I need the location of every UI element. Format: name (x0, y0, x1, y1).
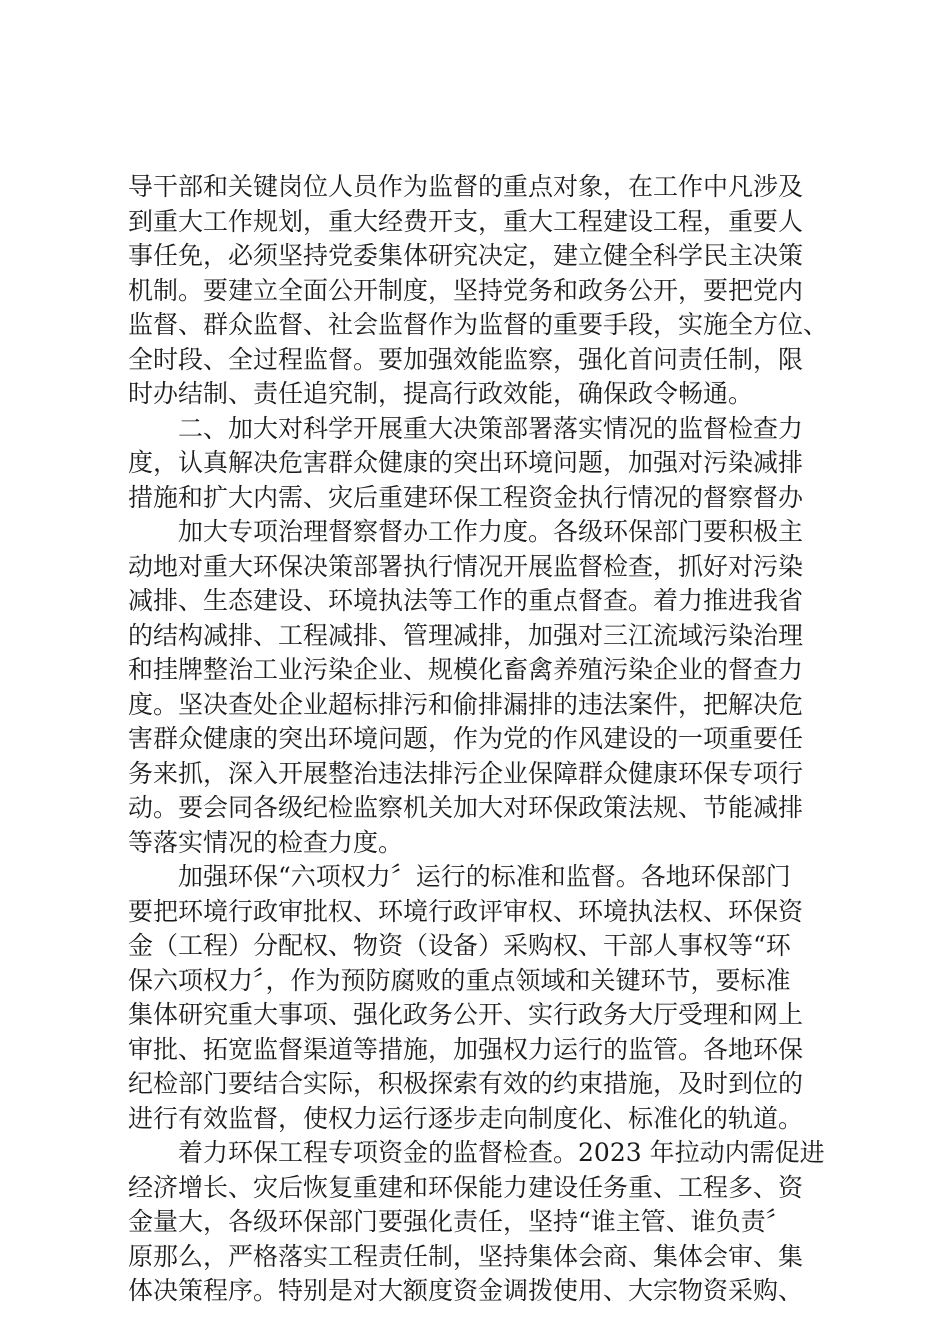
text-line: 务来抓，深入开展整治违法排污企业保障群众健康环保专项行 (128, 759, 804, 788)
text-line: 机制。要建立全面公开制度，坚持党务和政务公开，要把党内 (128, 276, 804, 305)
text-line: 加强环保“六项权力〞运行的标准和监督。各地环保部门 (128, 862, 791, 891)
text-line: 集体研究重大事项、强化政务公开、实行政务大厅受理和网上 (128, 1000, 804, 1029)
text-line: 经济增长、灾后恢复重建和环保能力建设任务重、工程多、资 (128, 1173, 804, 1202)
text-line: 度。坚决查处企业超标排污和偷排漏排的违法案件，把解决危 (128, 690, 804, 719)
text-line: 审批、拓宽监督渠道等措施，加强权力运行的监管。各地环保 (128, 1035, 804, 1064)
text-line: 时办结制、责任追究制，提高行政效能，确保政令畅通。 (128, 379, 754, 408)
text-line: 减排、生态建设、环境执法等工作的重点督查。着力推进我省 (128, 586, 804, 615)
text-line: 原那么，严格落实工程责任制，坚持集体会商、集体会审、集 (128, 1242, 804, 1271)
text-line: 保六项权力〞，作为预防腐败的重点领域和关键环节，要标准 (128, 966, 791, 995)
text-line: 事任免，必须坚持党委集体研究决定，建立健全科学民主决策 (128, 241, 804, 270)
text-line: 要把环境行政审批权、环境行政评审权、环境执法权、环保资 (128, 897, 804, 926)
section-heading-line: 措施和扩大内需、灾后重建环保工程资金执行情况的督察督办 (128, 483, 804, 512)
text-line: 的结构减排、工程减排、管理减排，加强对三江流域污染治理 (128, 621, 804, 650)
text-line: 加大专项治理督察督办工作力度。各级环保部门要积极主 (128, 517, 804, 546)
section-heading-line: 二、加大对科学开展重大决策部署落实情况的监督检查力 (128, 414, 804, 443)
text-line: 动。要会同各级纪检监察机关加大对环保政策法规、节能减排 (128, 793, 804, 822)
section-heading-line: 度，认真解决危害群众健康的突出环境问题，加强对污染减排 (128, 448, 804, 477)
text-line: 纪检部门要结合实际，积极探索有效的约束措施，及时到位的 (128, 1069, 804, 1098)
text-line: 害群众健康的突出环境问题，作为党的作风建设的一项重要任 (128, 724, 804, 753)
text-line: 和挂牌整治工业污染企业、规模化畜禽养殖污染企业的督查力 (128, 655, 804, 684)
text-line: 监督、群众监督、社会监督作为监督的重要手段，实施全方位、 (128, 310, 829, 339)
text-line: 金量大，各级环保部门要强化责任，坚持“谁主管、谁负责〞 (128, 1207, 791, 1236)
text-line: 着力环保工程专项资金的监督检查。2023 年拉动内需促进 (128, 1138, 825, 1167)
text-line: 金（工程）分配权、物资（设备）采购权、干部人事权等“环 (128, 931, 791, 960)
text-line: 进行有效监督，使权力运行逐步走向制度化、标准化的轨道。 (128, 1104, 804, 1133)
text-line: 等落实情况的检查力度。 (128, 828, 404, 857)
text-line: 导干部和关键岗位人员作为监督的重点对象，在工作中凡涉及 (128, 172, 804, 201)
text-line: 动地对重大环保决策部署执行情况开展监督检查，抓好对污染 (128, 552, 804, 581)
text-line: 全时段、全过程监督。要加强效能监察，强化首问责任制，限 (128, 345, 804, 374)
text-line: 体决策程序。特别是对大额度资金调拨使用、大宗物资采购、 (128, 1276, 804, 1305)
text-line: 到重大工作规划，重大经费开支，重大工程建设工程，重要人 (128, 207, 804, 236)
